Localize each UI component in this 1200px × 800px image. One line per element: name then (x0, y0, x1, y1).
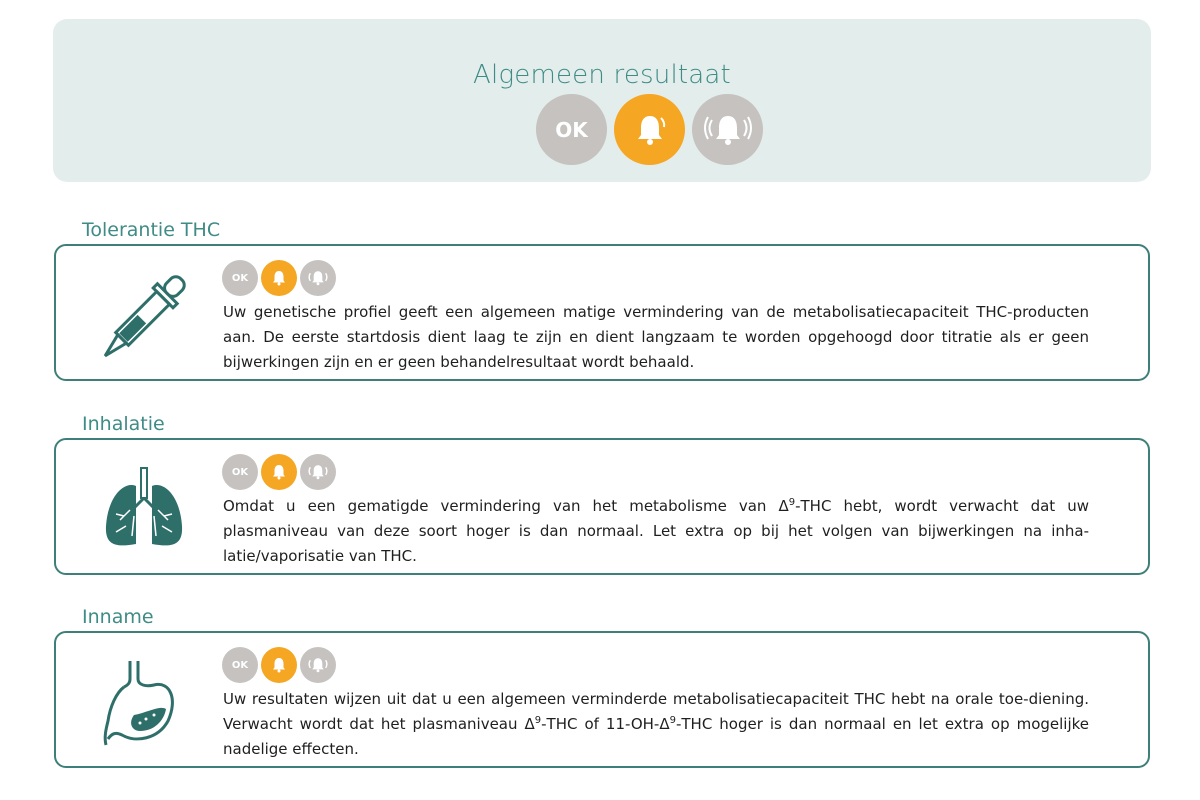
ok-indicator: OK (222, 647, 258, 683)
ok-indicator: OK (222, 454, 258, 490)
overall-result-indicators (536, 94, 763, 165)
section-title-inname: Inname (82, 606, 154, 628)
section-title-inhalatie: Inhalatie (82, 413, 165, 435)
stomach-icon (94, 659, 194, 749)
bell-icon (261, 260, 297, 296)
section-description: Omdat u een gematigde vermindering van het metabolisme van $\Delta^9$-THC hebt, wordt verwacht dat uw plasmaniveau van deze soort hoger is dan normaal. Let extra op bij het volgen van bijwerkingen na inha-latie/vaporisatie van THC. (223, 497, 1089, 565)
card-inhalatie (54, 438, 1150, 575)
result-indicators (222, 647, 336, 683)
section-title-tolerantie: Tolerantie THC (82, 219, 221, 241)
bell-icon (261, 647, 297, 683)
lungs-icon (94, 466, 194, 556)
bell-ringing-icon (300, 260, 336, 296)
card-inname (54, 631, 1150, 768)
bell-ringing-icon (692, 94, 763, 165)
section-description: Uw resultaten wijzen uit dat u een algemeen verminderde metabolisatiecapaciteit THC hebt na orale toe-diening. Verwacht wordt dat het plasmaniveau $\Delta^9$-THC of $11-OH-\Delta^9$-THC hoger is dan normaal en let extra op mogelijke nadelige effecten. (223, 690, 1090, 758)
bell-ringing-icon (300, 647, 336, 683)
section-description: Uw genetische profiel geeft een algemeen matige vermindering van de metabolisatiecapaciteit THC-producten aan. De eerste startdosis dient laag te zijn en dient langzaam te worden opgehoogd door titratie als er geen bijwerkingen zijn en er geen behandelresultaat wordt behaald. (223, 303, 1089, 371)
bell-icon (614, 94, 685, 165)
overall-result-panel (53, 19, 1151, 182)
ok-indicator (536, 94, 607, 165)
result-indicators (222, 454, 336, 490)
dropper-icon (94, 272, 194, 362)
ok-indicator-label: OK (555, 117, 588, 142)
card-tolerantie (54, 244, 1150, 381)
result-indicators (222, 260, 336, 296)
bell-ringing-icon (300, 454, 336, 490)
overall-result-title: Algemeen resultaat (473, 60, 731, 90)
ok-indicator: OK (222, 260, 258, 296)
bell-icon (261, 454, 297, 490)
